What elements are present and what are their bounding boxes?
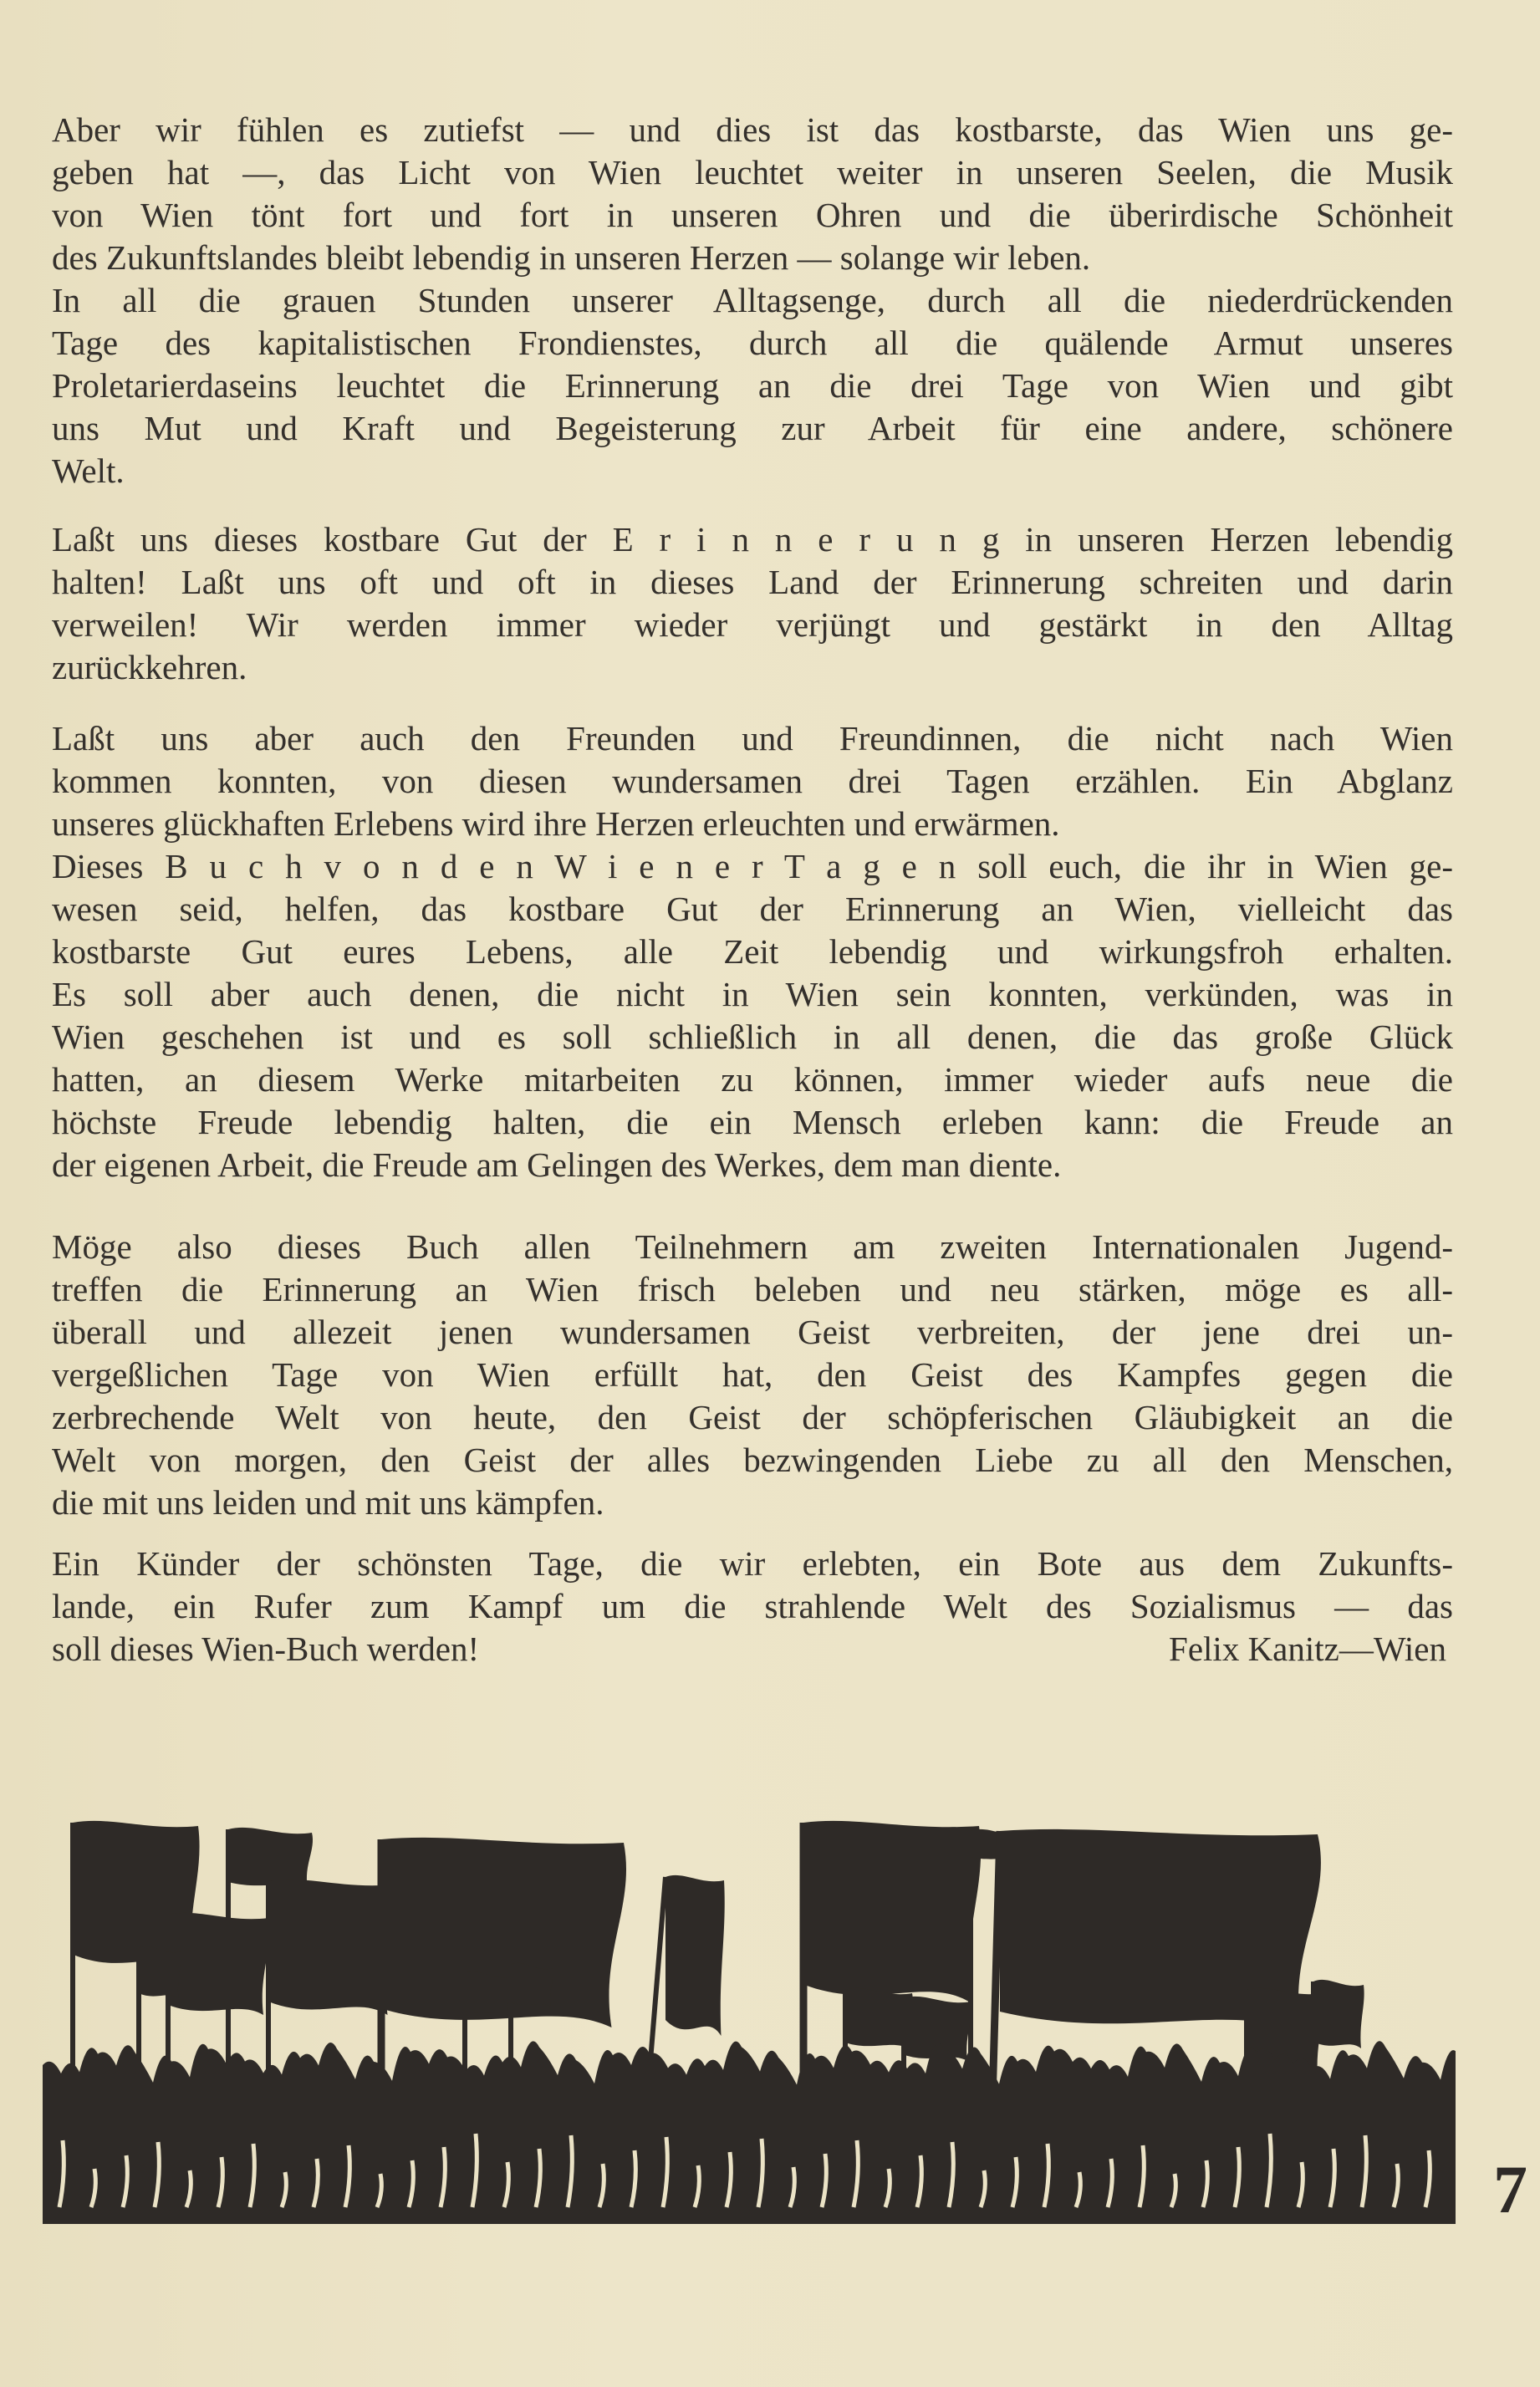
text-line: kostbarste Gut eures Lebens, alle Zeit lebendig und wirkungsfroh erhalten. — [52, 932, 1453, 971]
text-line: lande, ein Rufer zum Kampf um die strahlende Welt des Sozialismus — das — [52, 1587, 1453, 1625]
text-line: Welt. — [52, 451, 125, 490]
paragraph-1 — [52, 109, 1453, 492]
text-line: kommen konnten, von diesen wundersamen drei Tagen erzählen. Ein Abglanz — [52, 762, 1453, 800]
text-line: unseres glückhaften Erlebens wird ihre Herzen erleuchten und erwärmen. — [52, 804, 1060, 843]
text-line: wesen seid, helfen, das kostbare Gut der Erinnerung an Wien, vielleicht das — [52, 890, 1453, 928]
text-line: hatten, an diesem Werke mitarbeiten zu können, immer wieder aufs neue die — [52, 1060, 1453, 1099]
flag — [228, 1828, 313, 1888]
text-line: Laßt uns dieses kostbare Gut der E r i n n e r u n g in unseren Herzen lebendig — [52, 520, 1453, 558]
flag — [803, 1821, 981, 2002]
text-line: überall und allezeit jenen wundersamen Geist verbreiten, der jene drei un- — [52, 1313, 1453, 1351]
text-line: Proletarierdaseins leuchtet die Erinnerung an die drei Tage von Wien und gibt — [52, 366, 1453, 405]
text-line: Tage des kapitalistischen Frondienstes, durch all die quälende Armut unseres — [52, 324, 1453, 362]
text-line: verweilen! Wir werden immer wieder verjüngt und gestärkt in den Alltag — [52, 605, 1453, 644]
text-line: die mit uns leiden und mit uns kämpfen. — [52, 1483, 604, 1522]
text-line: Aber wir fühlen es zutiefst — und dies ist das kostbarste, das Wien uns ge- — [52, 110, 1453, 149]
closing-text: soll dieses Wien-Buch werden! — [52, 1630, 480, 1668]
flag — [268, 1880, 395, 2015]
flag — [511, 1963, 553, 2007]
crowd-silhouette — [43, 2041, 1456, 2224]
text-line: In all die grauen Stunden unserer Alltagsenge, durch all die niederdrückenden — [52, 281, 1453, 319]
flag — [1313, 1980, 1364, 2048]
text-line: von Wien tönt fort und fort in unseren Ohren und die überirdische Schönheit — [52, 196, 1453, 234]
text-line: zerbrechende Welt von heute, den Geist der schöpferischen Gläubigkeit an die — [52, 1398, 1453, 1436]
paragraph-2 — [52, 518, 1453, 689]
text-line: Wien geschehen ist und es soll schließlich in all denen, die das große Glück — [52, 1018, 1453, 1056]
paragraph-4 — [52, 1226, 1453, 1524]
page-number: 7 — [1493, 2151, 1527, 2227]
text-line: zurückkehren. — [52, 648, 247, 686]
text-line: höchste Freude lebendig halten, die ein Mensch erleben kann: die Freude an — [52, 1103, 1453, 1141]
text-line: vergeßlichen Tage von Wien erfüllt hat, den Geist des Kampfes gegen die — [52, 1355, 1453, 1394]
text-line: treffen die Erinnerung an Wien frisch beleben und neu stärken, möge es all- — [52, 1270, 1453, 1308]
text-line: Es soll aber auch denen, die nicht in Wien sein konnten, verkünden, was in — [52, 975, 1453, 1013]
paragraph-5 — [52, 1543, 1453, 1670]
flag — [665, 1875, 725, 2036]
text-line: der eigenen Arbeit, die Freude am Gelingen des Werkes, dem man diente. — [52, 1145, 1062, 1184]
text-line: Dieses B u c h v o n d e n W i e n e r T a g e n soll euch, die ihr in Wien ge- — [52, 847, 1453, 885]
text-line: Möge also dieses Buch allen Teilnehmern am zweiten Internationalen Jugend- — [52, 1227, 1453, 1266]
text-line: Ein Künder der schönsten Tage, die wir erlebten, ein Bote aus dem Zukunfts- — [52, 1544, 1453, 1583]
flag — [465, 1971, 512, 2015]
flag — [168, 1913, 269, 2015]
text-line: halten! Laßt uns oft und oft in dieses Land der Erinnerung schreiten und darin — [52, 563, 1453, 601]
text-line: Welt von morgen, den Geist der alles bezwingenden Liebe zu all den Menschen, — [52, 1441, 1453, 1479]
author-signature: Felix Kanitz—Wien — [1169, 1630, 1446, 1668]
closing-line — [52, 1628, 1453, 1670]
text-line: des Zukunftslandes bleibt lebendig in unseren Herzen — solange wir leben. — [52, 238, 1091, 277]
woodcut-flags-crowd-illustration — [43, 1814, 1456, 2232]
paragraph-3 — [52, 717, 1453, 1186]
text-line: uns Mut und Kraft und Begeisterung zur Arbeit für eine andere, schönere — [52, 409, 1453, 447]
text-line: Laßt uns aber auch den Freunden und Freundinnen, die nicht nach Wien — [52, 719, 1453, 757]
text-line: geben hat —, das Licht von Wien leuchtet weiter in unseren Seelen, die Musik — [52, 153, 1453, 191]
flag — [139, 1946, 181, 1998]
